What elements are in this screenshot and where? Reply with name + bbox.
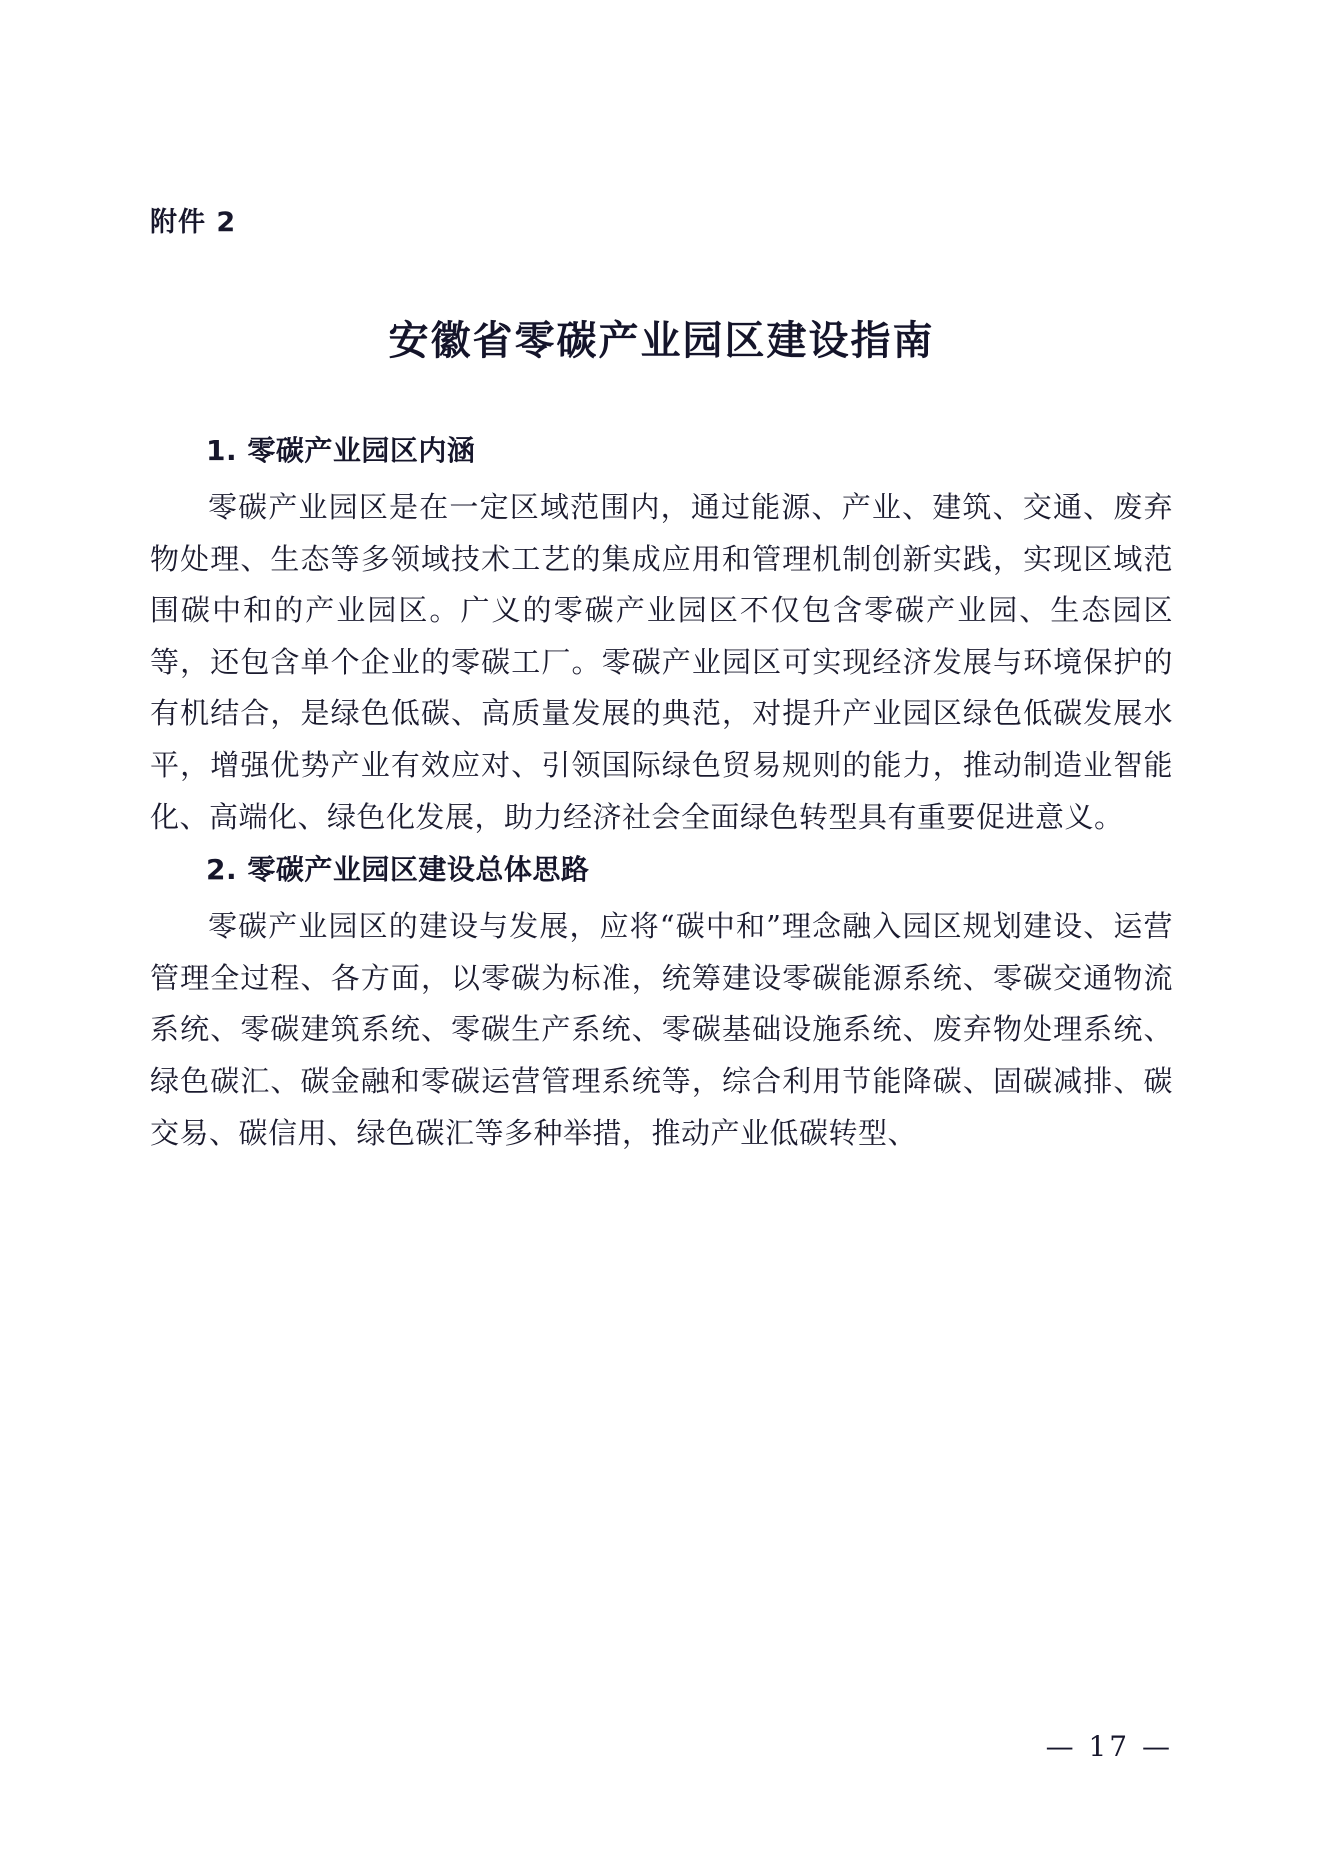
section-paragraph-1: 零碳产业园区是在一定区域范围内，通过能源、产业、建筑、交通、废弃物处理、生态等多领域技术工艺的集成应用和管理机制创新实践，实现区域范围碳中和的产业园区。广义的零碳产业园区不仅包含零碳产业园、生态园区等，还包含单个企业的零碳工厂。零碳产业园区可实现经济发展与环境保护的有机结合，是绿色低碳、高质量发展的典范，对提升产业园区绿色低碳发展水平，增强优势产业有效应对、引领国际绿色贸易规则的能力，推动制造业智能化、高端化、绿色化发展，助力经济社会全面绿色转型具有重要促进意义。 [150,490,1173,834]
page-number: — 17 — [1045,1730,1173,1763]
page-title: 安徽省零碳产业园区建设指南 [388,317,935,364]
section-heading-2: 2. 零碳产业园区建设总体思路 [206,853,590,887]
section-paragraph-2: 零碳产业园区的建设与发展，应将“碳中和”理念融入园区规划建设、运营管理全过程、各方面，以零碳为标准，统筹建设零碳能源系统、零碳交通物流系统、零碳建筑系统、零碳生产系统、零碳基础设施系统、废弃物处理系统、绿色碳汇、碳金融和零碳运营管理系统等，综合利用节能降碳、固碳减排、碳交易、碳信用、绿色碳汇等多种举措，推动产业低碳转型、 [150,909,1173,1150]
section-heading-1: 1. 零碳产业园区内涵 [206,434,476,467]
attachment-label: 附件 2 [150,207,237,238]
